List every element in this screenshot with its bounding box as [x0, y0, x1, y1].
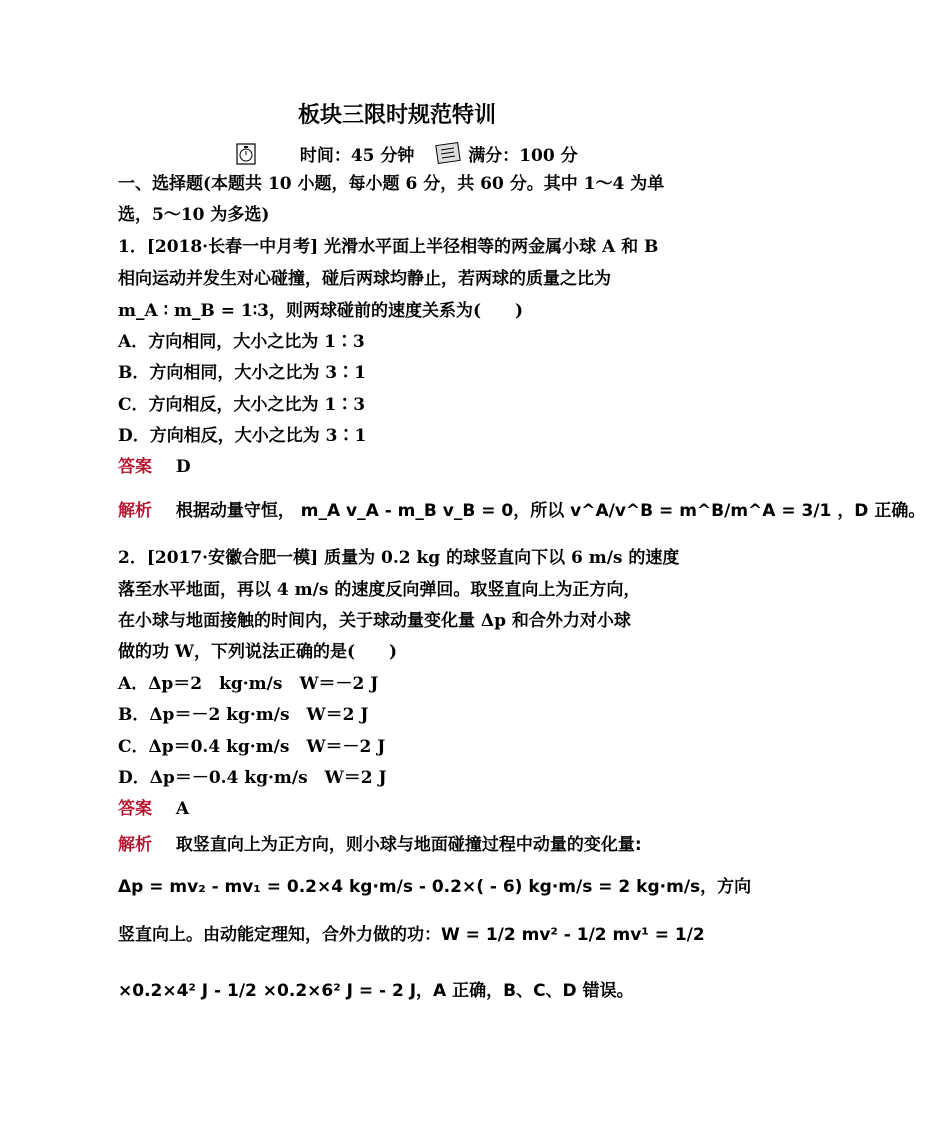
stopwatch-icon: [236, 143, 256, 170]
q2-analysis-line1: [118, 834, 642, 856]
analysis-label: 解析: [118, 501, 152, 521]
q1-answer-row: [118, 456, 191, 478]
q2-stem-line3: 在小球与地面接触的时间内，关于球动量变化量 Δp 和合外力对小球: [118, 611, 631, 631]
analysis-end: ，D 正确。: [837, 501, 925, 521]
q2-option-a: A．Δp＝2 kg·m/s W＝－2 J: [118, 674, 379, 694]
q1-option-d: D．方向相反，大小之比为 3∶1: [118, 426, 367, 446]
answer-label: 答案: [118, 457, 152, 477]
page-title: 板块三限时规范特训: [297, 102, 496, 128]
q2-answer-row: [118, 798, 189, 820]
q2-analysis-line2: Δp = mv₂ - mv₁ = 0.2×4 kg·m/s - 0.2×( - 6) kg·m/s = 2 kg·m/s，方向: [118, 877, 752, 897]
q2-analysis-line3: 竖直向上。由动能定理知，合外力做的功：W = 1/2 mv² - 1/2 mv¹ = 1/2: [118, 925, 705, 945]
q2-analysis-line4: ×0.2×4² J - 1/2 ×0.2×6² J = - 2 J，A 正确，B、C、D 错误。: [118, 981, 634, 1001]
q1-stem-line3: m_A ∶ m_B = 1∶3，则两球碰前的速度关系为( ): [118, 301, 524, 321]
time-text: 时间：45 分钟: [299, 146, 415, 166]
scorecard-icon: [436, 143, 462, 170]
analysis-text: 取竖直向上为正方向，则小球与地面碰撞过程中动量的变化量:: [175, 835, 642, 855]
q2-stem-line4: 做的功 W，下列说法正确的是( ): [118, 642, 398, 662]
answer-value: D: [175, 457, 191, 477]
answer-label: 答案: [118, 799, 152, 819]
q1-stem-line2: 相向运动并发生对心碰撞，碰后两球均静止，若两球的质量之比为: [118, 269, 611, 289]
meta-line: [236, 141, 578, 170]
analysis-equation: m_A v_A - m_B v_B = 0，所以 v^A/v^B = m^B/m^A = 3/1: [300, 501, 832, 521]
answer-value: A: [175, 799, 190, 819]
q2-option-b: B．Δp＝－2 kg·m/s W＝2 J: [118, 705, 369, 725]
analysis-label: 解析: [118, 835, 152, 855]
q1-option-b: B．方向相同，大小之比为 3∶1: [118, 363, 366, 383]
q2-stem-line2: 落至水平地面，再以 4 m/s 的速度反向弹回。取竖直向上为正方向，: [118, 580, 641, 600]
section-heading-cont: 选，5～10 为多选): [118, 205, 270, 225]
score-text: 满分：100 分: [468, 146, 578, 166]
q1-option-c: C．方向相反，大小之比为 1∶3: [118, 395, 366, 415]
q1-stem-line1: 1．[2018·长春一中月考] 光滑水平面上半径相等的两金属小球 A 和 B: [118, 237, 659, 257]
analysis-text: 根据动量守恒，: [175, 501, 295, 521]
q2-option-d: D．Δp＝－0.4 kg·m/s W＝2 J: [118, 768, 387, 788]
section-heading: 一、选择题(本题共 10 小题，每小题 6 分，共 60 分。其中 1～4 为单: [118, 174, 665, 194]
q1-analysis: [118, 500, 925, 522]
q1-option-a: A．方向相同，大小之比为 1∶3: [118, 332, 365, 352]
q2-stem-line1: 2．[2017·安徽合肥一模] 质量为 0.2 kg 的球竖直向下以 6 m/s 的速度: [118, 548, 680, 568]
q2-option-c: C．Δp＝0.4 kg·m/s W＝－2 J: [118, 737, 386, 757]
